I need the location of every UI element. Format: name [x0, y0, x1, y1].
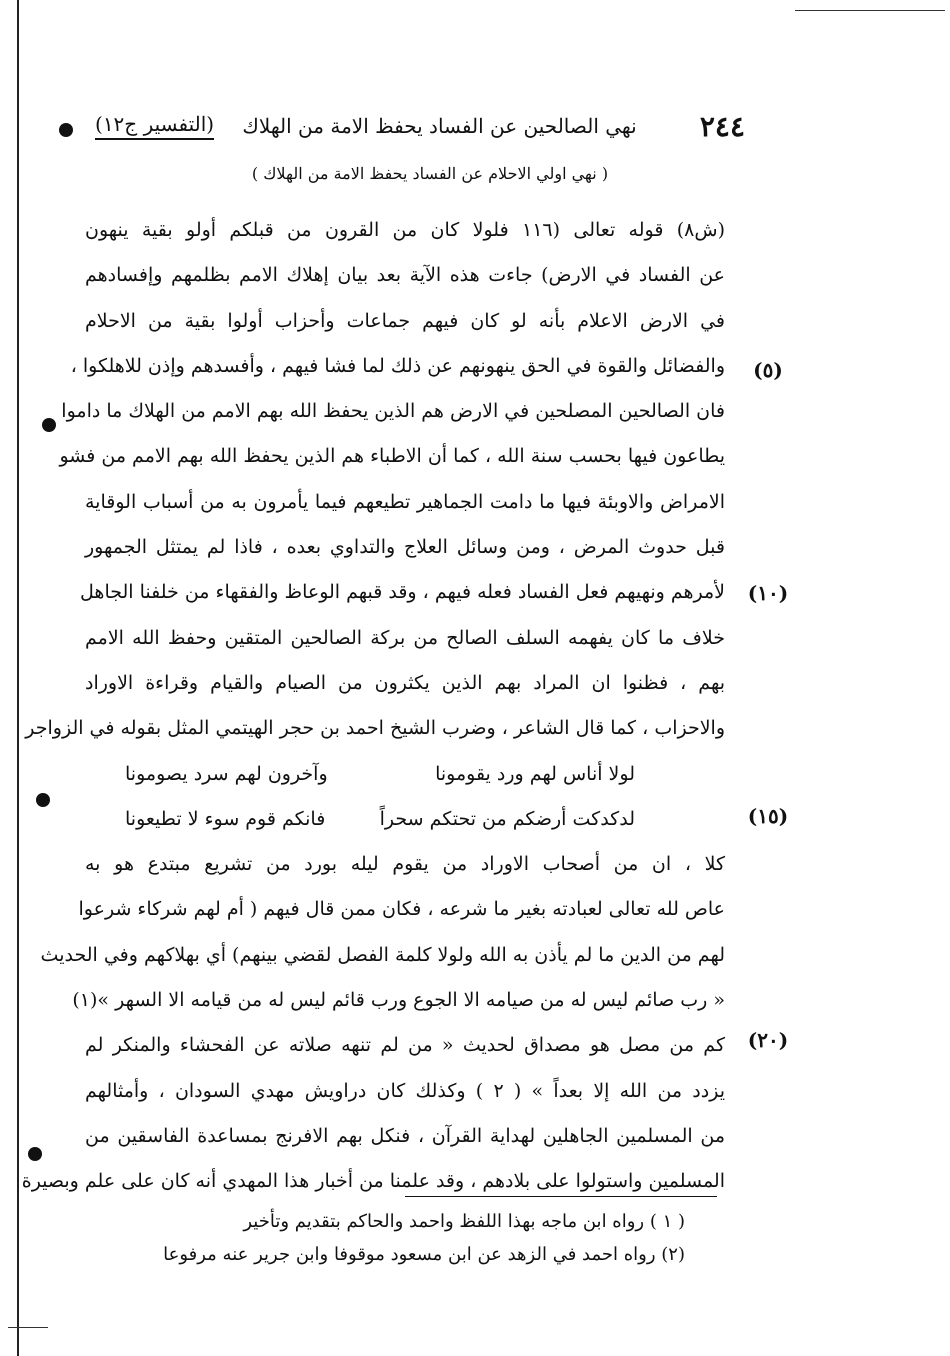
- page-edge-line: [8, 1327, 48, 1328]
- page-edge-line: [795, 10, 945, 11]
- text-line: عن الفساد في الارض) جاءت هذه الآية بعد بيان إهلاك الامم بظلمهم وإفسادهم: [85, 264, 725, 287]
- verse-second-hemistich: فانكم قوم سوء لا تطيعونا: [125, 807, 326, 830]
- text-line: فان الصالحين المصلحين في الارض هم الذين يحفظ الله بهم الامم من الهلاك ما داموا: [61, 400, 725, 423]
- text-line: في الارض الاعلام بأنه لو كان فيهم جماعات وأحزاب أولوا بقية من الاحلام: [85, 309, 725, 332]
- running-title: نهي الصالحين عن الفساد يحفظ الامة من الهلاك: [242, 114, 637, 138]
- text-line: عاص لله تعالى لعبادته بغير ما شرعه ، فكان ممن قال فيهم ( أم لهم شركاء شرعوا: [78, 898, 725, 921]
- text-line: من المسلمين الجاهلين لهداية القرآن ، فنكل بهم الافرنج بمساعدة الفاسقين من: [85, 1124, 725, 1147]
- text-line: كلا ، ان من أصحاب الاوراد من يقوم ليله بورد من تشريع مبتدع هو به: [85, 853, 725, 876]
- punch-hole-mark: [36, 793, 50, 807]
- margin-line-number: (٥): [753, 358, 783, 382]
- poem-verse: [85, 752, 725, 797]
- page-number: ٢٤٤: [699, 109, 745, 143]
- poem-verse: [85, 797, 725, 842]
- margin-line-number: (٢٠): [747, 1028, 789, 1052]
- page-edge-line: [17, 0, 19, 1356]
- footnotes: [150, 1205, 685, 1271]
- body-text: [21, 208, 726, 1205]
- text-line: خلاف ما كان يفهمه السلف الصالح من بركة الصالحين المتقين وحفظ الله الامم: [85, 626, 725, 649]
- punch-hole-mark: [42, 418, 56, 432]
- verse-second-hemistich: وآخرون لهم سرد يصومونا: [125, 762, 328, 785]
- text-line: والاحزاب ، كما قال الشاعر ، وضرب الشيخ احمد بن حجر الهيتمي المثل بقوله في الزواجر: [25, 717, 725, 740]
- text-line: لأمرهم ونهيهم فعل الفساد فعله فيهم ، وقد قبهم الوعاظ والفقهاء من خلفنا الجاهل: [80, 581, 725, 604]
- text-line: لهم من الدين ما لم يأذن به الله ولولا كلمة الفصل لقضي بينهم) أي بهلاكهم وفي الحديث: [40, 943, 725, 966]
- text-line: بهم ، فظنوا ان المراد بهم الذين يكثرون من الصيام والقيام وقراءة الاوراد: [85, 671, 725, 694]
- text-line: المسلمين واستولوا على بلادهم ، وقد علمنا من أخبار هذا المهدي أنه كان على علم وبصيرة: [21, 1170, 725, 1193]
- page-header: [95, 104, 745, 148]
- verse-first-hemistich: لولا أناس لهم ورد يقومونا: [435, 762, 635, 785]
- text-line: يزدد من الله إلا بعداً » ( ٢ ) وكذلك كان دراويش مهدي السودان ، وأمثالهم: [85, 1079, 726, 1102]
- text-line: كم من مصل هو مصداق لحديث « من لم تنهه صلاته عن الفحشاء والمنكر لم: [85, 1034, 725, 1057]
- text-line: والفضائل والقوة في الحق ينهونهم عن ذلك لما فشا فيهم ، وأفسدهم وإذن للاهلكوا ،: [70, 354, 725, 377]
- margin-line-number: (١٠): [747, 581, 789, 605]
- footnote: ( ١ ) رواه ابن ماجه بهذا اللفظ واحمد والحاكم بتقديم وتأخير: [243, 1211, 685, 1232]
- text-line: يطاعون فيها بحسب سنة الله ، كما أن الاطباء هم الذين يحفظ الله بهم الامم من فشو: [59, 445, 725, 468]
- book-part-label: (التفسير ج١٢): [95, 112, 214, 140]
- margin-line-number: (١٥): [747, 804, 789, 828]
- footnote: (٢) رواه احمد في الزهد عن ابن مسعود موقوفا وابن جرير عنه مرفوعا: [163, 1244, 685, 1265]
- text-line: (ش٨) قوله تعالى (١١٦ فلولا كان من القرون من قبلكم أولو بقية ينهون: [85, 219, 725, 241]
- section-heading: ( نهي اولي الاحلام عن الفساد يحفظ الامة من الهلاك ): [251, 164, 609, 183]
- text-line: قبل حدوث المرض ، ومن وسائل العلاج والتداوي بعده ، فاذا لم يمتثل الجمهور: [85, 536, 725, 559]
- text-line: الامراض والاوبئة فيها ما دامت الجماهير تطيعهم فيما يأمرون به من أسباب الوقاية: [85, 490, 725, 513]
- verse-first-hemistich: لدكدكت أرضكم من تحتكم سحراً: [379, 807, 635, 830]
- footnote-separator: [405, 1196, 717, 1197]
- text-line: « رب صائم ليس له من صيامه الا الجوع ورب قائم ليس له من قيامه الا السهر »(١): [72, 989, 725, 1012]
- punch-hole-mark: [59, 123, 73, 137]
